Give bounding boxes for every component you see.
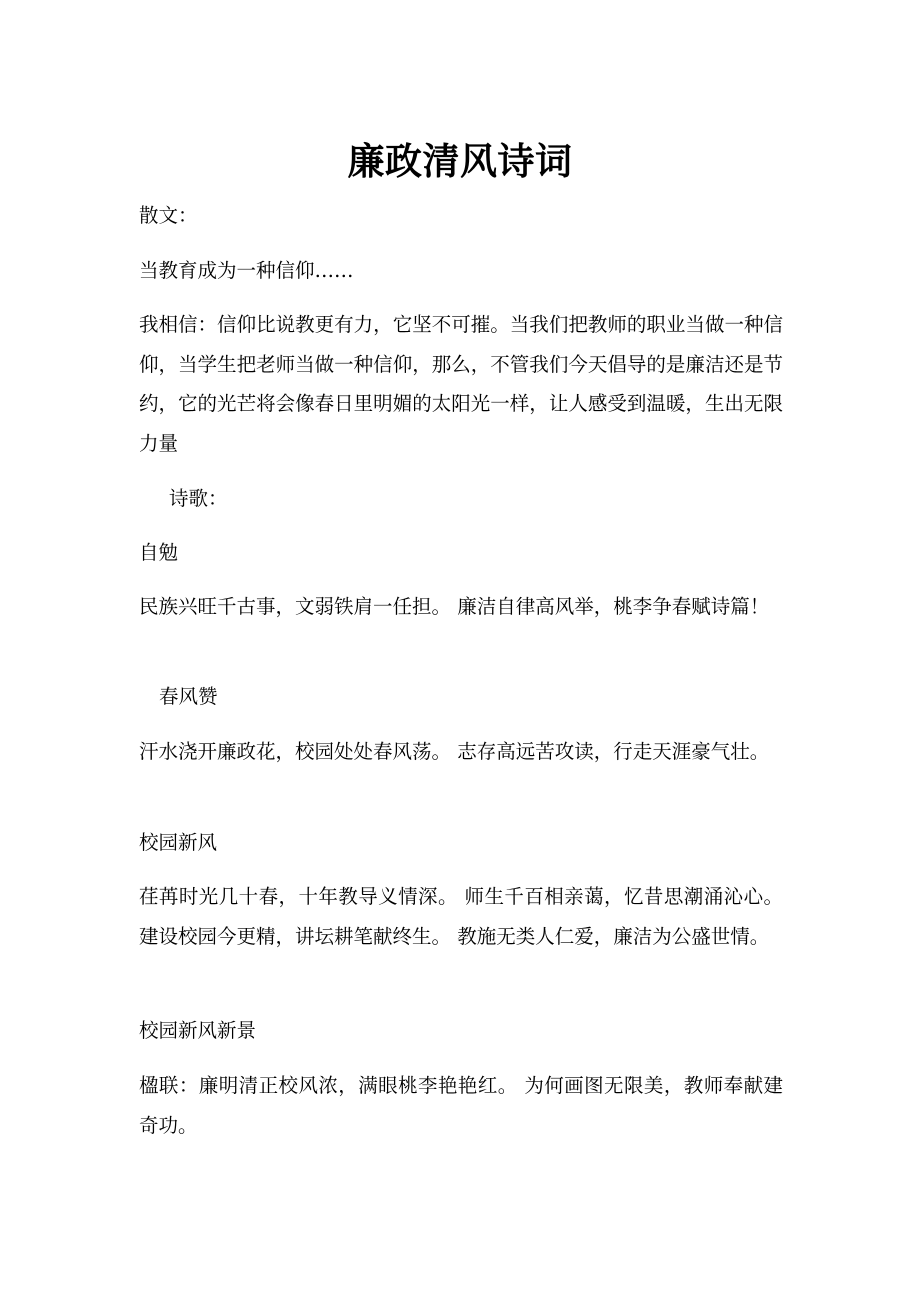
poem-title-xiaoyuanxinfeng: 校园新风: [139, 831, 218, 854]
poetry-label: 诗歌：: [169, 487, 228, 510]
poem-title-chunfengzan: 春风赞: [159, 685, 218, 708]
poem-body-chunfengzan: 汗水浇开廉政花，校园处处春风荡。 志存高远苦攻读，行走天涯豪气壮。: [139, 740, 770, 763]
poem-body-xiaoyuanxinfeng: 荏苒时光几十春，十年教导义情深。 师生千百相亲蔼，忆昔思潮涌沁心。 建设校园今更精，讲坛耕笔献终生。 教施无类人仁爱，廉洁为公盛世情。: [139, 885, 783, 948]
essay-heading: 当教育成为一种信仰……: [139, 259, 354, 282]
essay-body: 我相信：信仰比说教更有力，它坚不可摧。当我们把教师的职业当做一种信仰，当学生把老师当做一种信仰，那么，不管我们今天倡导的是廉洁还是节约，它的光芒将会像春日里明媚的太阳光一样，让人感受到温暖，生出无限力量: [139, 313, 783, 455]
poem-title-zimian: 自勉: [139, 541, 179, 564]
poem-body-zimian: 民族兴旺千古事，文弱铁肩一任担。 廉洁自律高风举，桃李争春赋诗篇！: [139, 595, 770, 618]
document-title: 廉政清风诗词: [347, 138, 573, 183]
essay-label: 散文：: [139, 204, 198, 227]
poem-body-xiaoyuanxinfengxinjing: 楹联：廉明清正校风浓，满眼桃李艳艳红。 为何画图无限美，教师奉献建奇功。: [139, 1074, 783, 1137]
poem-title-xiaoyuanxinfengxinjing: 校园新风新景: [139, 1019, 257, 1042]
